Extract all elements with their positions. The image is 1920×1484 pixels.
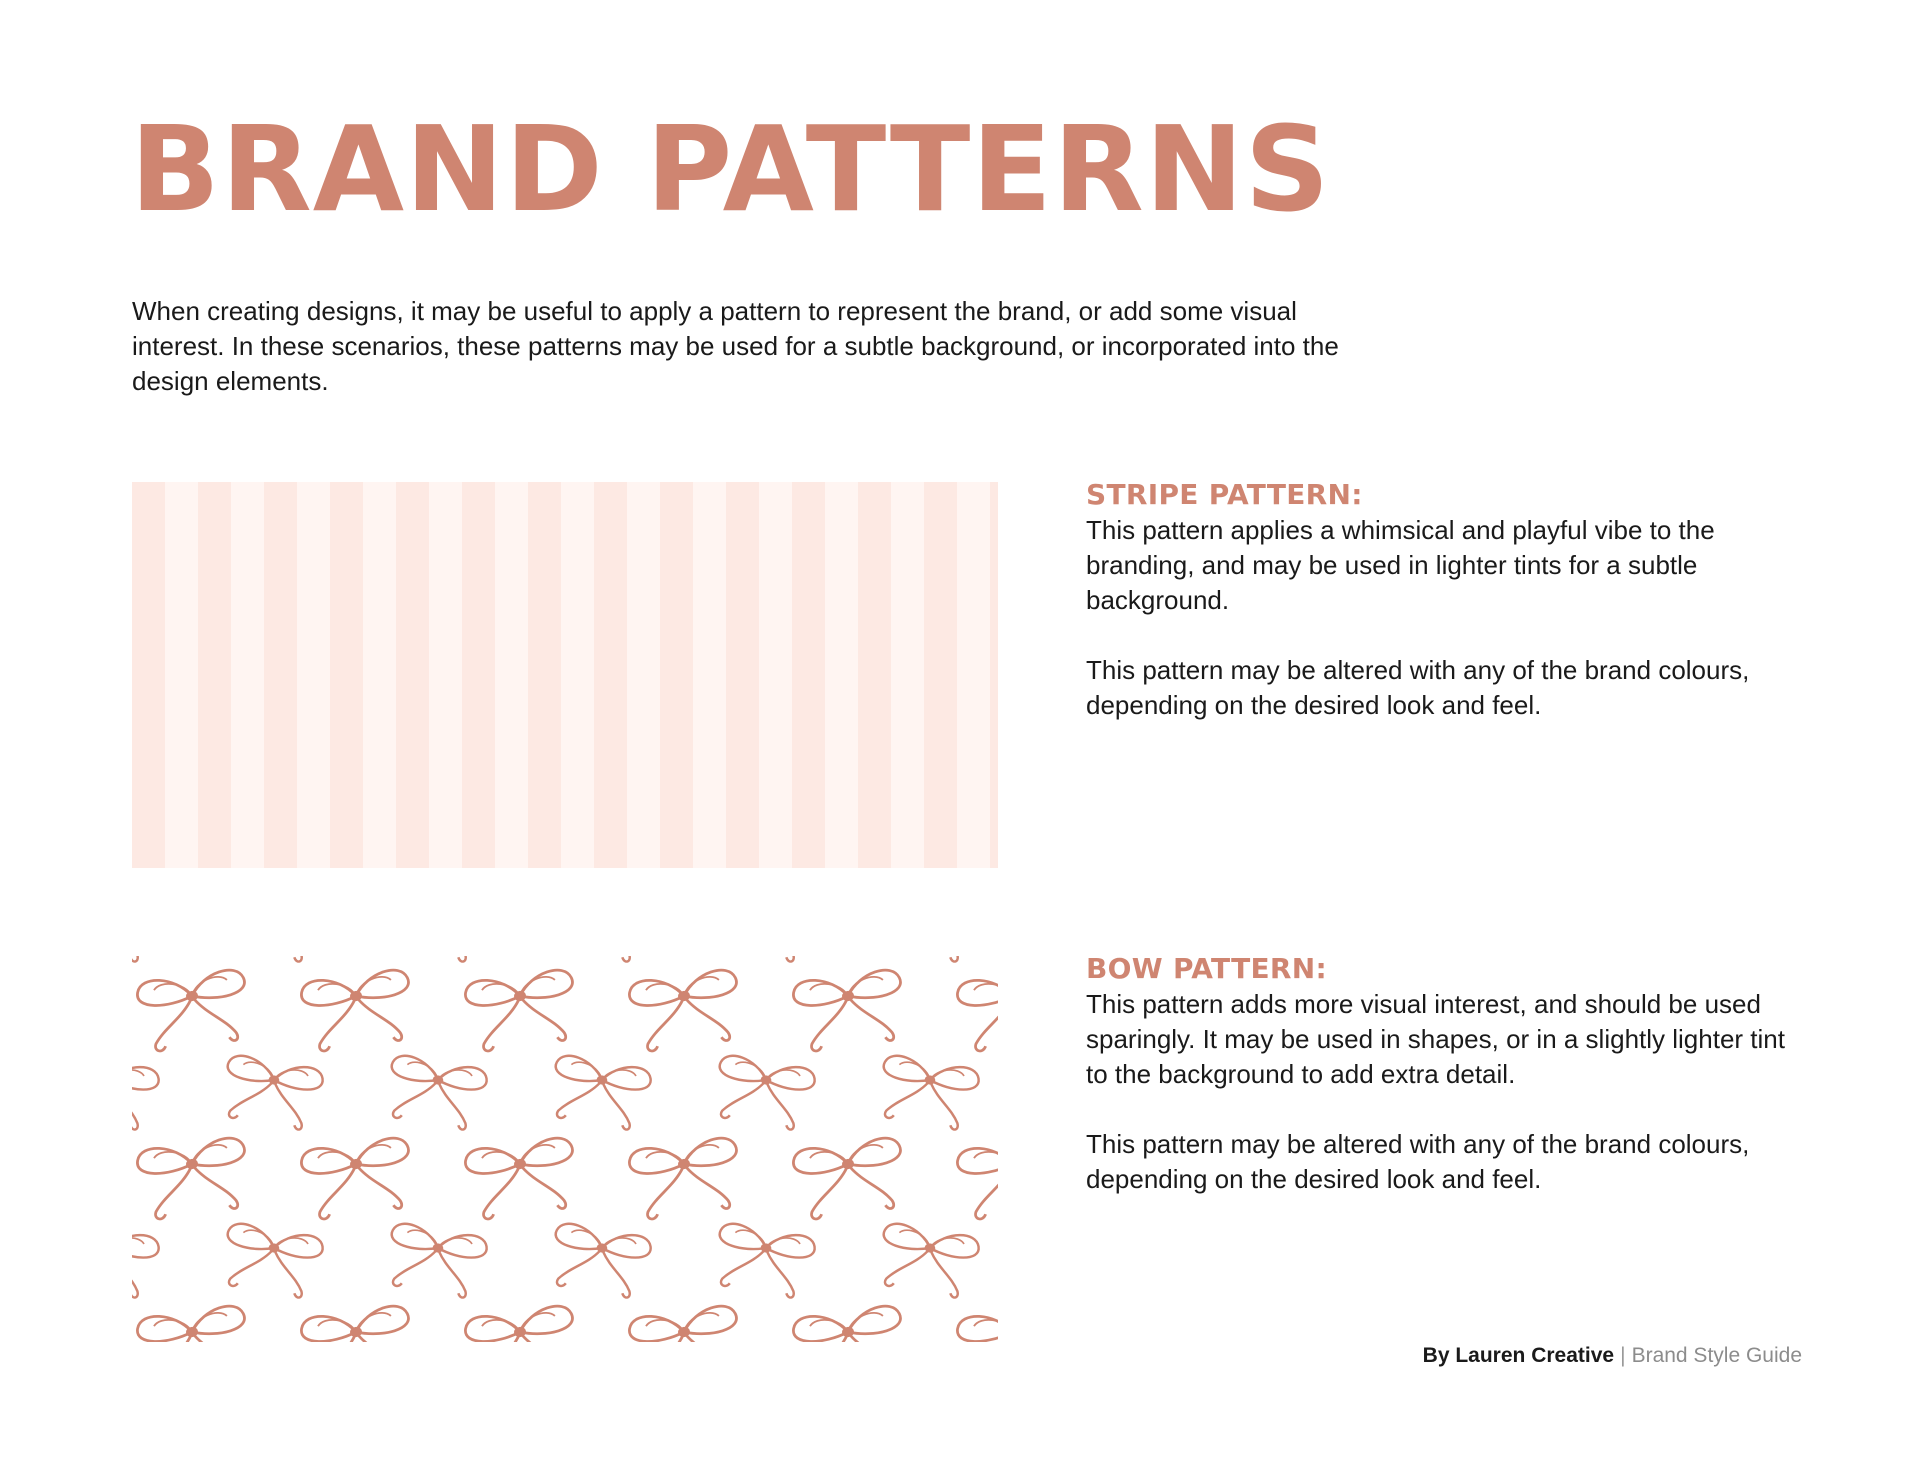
bow-motif bbox=[464, 968, 581, 1053]
bow-motif bbox=[383, 1222, 489, 1301]
bow-motif bbox=[628, 1136, 745, 1221]
bow-pattern-paragraph-2: This pattern may be altered with any of the brand colours, depending on the desired look and feel. bbox=[1086, 1129, 1750, 1194]
stripe bbox=[891, 482, 925, 868]
bow-motif bbox=[956, 1136, 998, 1221]
bow-motif bbox=[956, 1304, 998, 1342]
bow-pattern-image bbox=[132, 956, 998, 1342]
stripe bbox=[990, 482, 998, 868]
bow-motif bbox=[792, 968, 909, 1053]
stripe bbox=[363, 482, 397, 868]
bow-motif bbox=[792, 1304, 909, 1342]
bow-motif bbox=[219, 1222, 325, 1301]
footer-separator: | bbox=[1620, 1344, 1626, 1367]
bow-pattern-heading: BOW PATTERN: bbox=[1086, 952, 1327, 985]
stripe bbox=[594, 482, 628, 868]
bow-motif bbox=[132, 956, 161, 964]
bow-pattern-paragraph-1: This pattern adds more visual interest, and should be used sparingly. It may be used in shapes, or in a slightly lighter tint to the background to add extra detail. bbox=[1086, 989, 1785, 1089]
bow-motif bbox=[875, 1222, 981, 1301]
stripe-pattern-swatch bbox=[132, 482, 998, 868]
bow-motif bbox=[464, 1136, 581, 1221]
stripe bbox=[132, 482, 166, 868]
bow-motif bbox=[956, 968, 998, 1053]
bow-motif bbox=[132, 1054, 161, 1133]
stripe bbox=[924, 482, 958, 868]
bow-motif bbox=[547, 1054, 653, 1133]
stripe bbox=[165, 482, 199, 868]
bow-motif bbox=[464, 1304, 581, 1342]
footer-document-name: Brand Style Guide bbox=[1631, 1344, 1802, 1367]
stripe bbox=[858, 482, 892, 868]
bow-motif bbox=[219, 956, 325, 964]
stripe bbox=[396, 482, 430, 868]
bow-motif bbox=[132, 1222, 161, 1301]
bow-motif bbox=[628, 1304, 745, 1342]
bow-motif bbox=[547, 956, 653, 964]
bow-motif bbox=[875, 956, 981, 964]
stripe-pattern-image bbox=[132, 482, 998, 868]
footer-author: By Lauren Creative bbox=[1422, 1344, 1615, 1367]
stripe bbox=[759, 482, 793, 868]
bow-motif bbox=[711, 1054, 817, 1133]
bow-motif bbox=[628, 968, 745, 1053]
stripe bbox=[528, 482, 562, 868]
bow-pattern-swatch bbox=[132, 956, 998, 1342]
stripe bbox=[561, 482, 595, 868]
stripe-pattern-description bbox=[1086, 477, 1806, 723]
bow-motif bbox=[136, 968, 253, 1053]
stripe bbox=[264, 482, 298, 868]
bow-motif bbox=[383, 1054, 489, 1133]
stripe bbox=[957, 482, 991, 868]
stripe-pattern-heading: STRIPE PATTERN: bbox=[1086, 478, 1363, 511]
page-title: BRAND PATTERNS bbox=[130, 100, 1331, 238]
bow-pattern-description bbox=[1086, 951, 1806, 1197]
stripe bbox=[693, 482, 727, 868]
stripe bbox=[231, 482, 265, 868]
stripe-pattern-paragraph-2: This pattern may be altered with any of the brand colours, depending on the desired look and feel. bbox=[1086, 655, 1750, 720]
stripe bbox=[792, 482, 826, 868]
stripe bbox=[198, 482, 232, 868]
page-footer bbox=[1423, 1342, 1802, 1370]
bow-motif bbox=[711, 1222, 817, 1301]
bow-motif bbox=[136, 1136, 253, 1221]
bow-motif bbox=[875, 1054, 981, 1133]
bow-motif bbox=[300, 1304, 417, 1342]
stripe bbox=[627, 482, 661, 868]
stripe bbox=[660, 482, 694, 868]
bow-motif bbox=[383, 956, 489, 964]
bow-motif bbox=[792, 1136, 909, 1221]
stripe bbox=[726, 482, 760, 868]
stripe bbox=[297, 482, 331, 868]
stripe bbox=[429, 482, 463, 868]
bow-motif bbox=[219, 1054, 325, 1133]
intro-paragraph: When creating designs, it may be useful to apply a pattern to represent the brand, or add some visual interest. In these scenarios, these patterns may be used for a subtle background, or incorporated into the design elements. bbox=[132, 296, 1339, 396]
stripe bbox=[825, 482, 859, 868]
stripe bbox=[462, 482, 496, 868]
bow-motif bbox=[711, 956, 817, 964]
bow-motif bbox=[136, 1304, 253, 1342]
stripe bbox=[330, 482, 364, 868]
bow-motif bbox=[547, 1222, 653, 1301]
stripe-pattern-paragraph-1: This pattern applies a whimsical and playful vibe to the branding, and may be used in lighter tints for a subtle background. bbox=[1086, 515, 1715, 615]
bow-motif bbox=[300, 1136, 417, 1221]
stripe bbox=[495, 482, 529, 868]
bow-motif bbox=[300, 968, 417, 1053]
